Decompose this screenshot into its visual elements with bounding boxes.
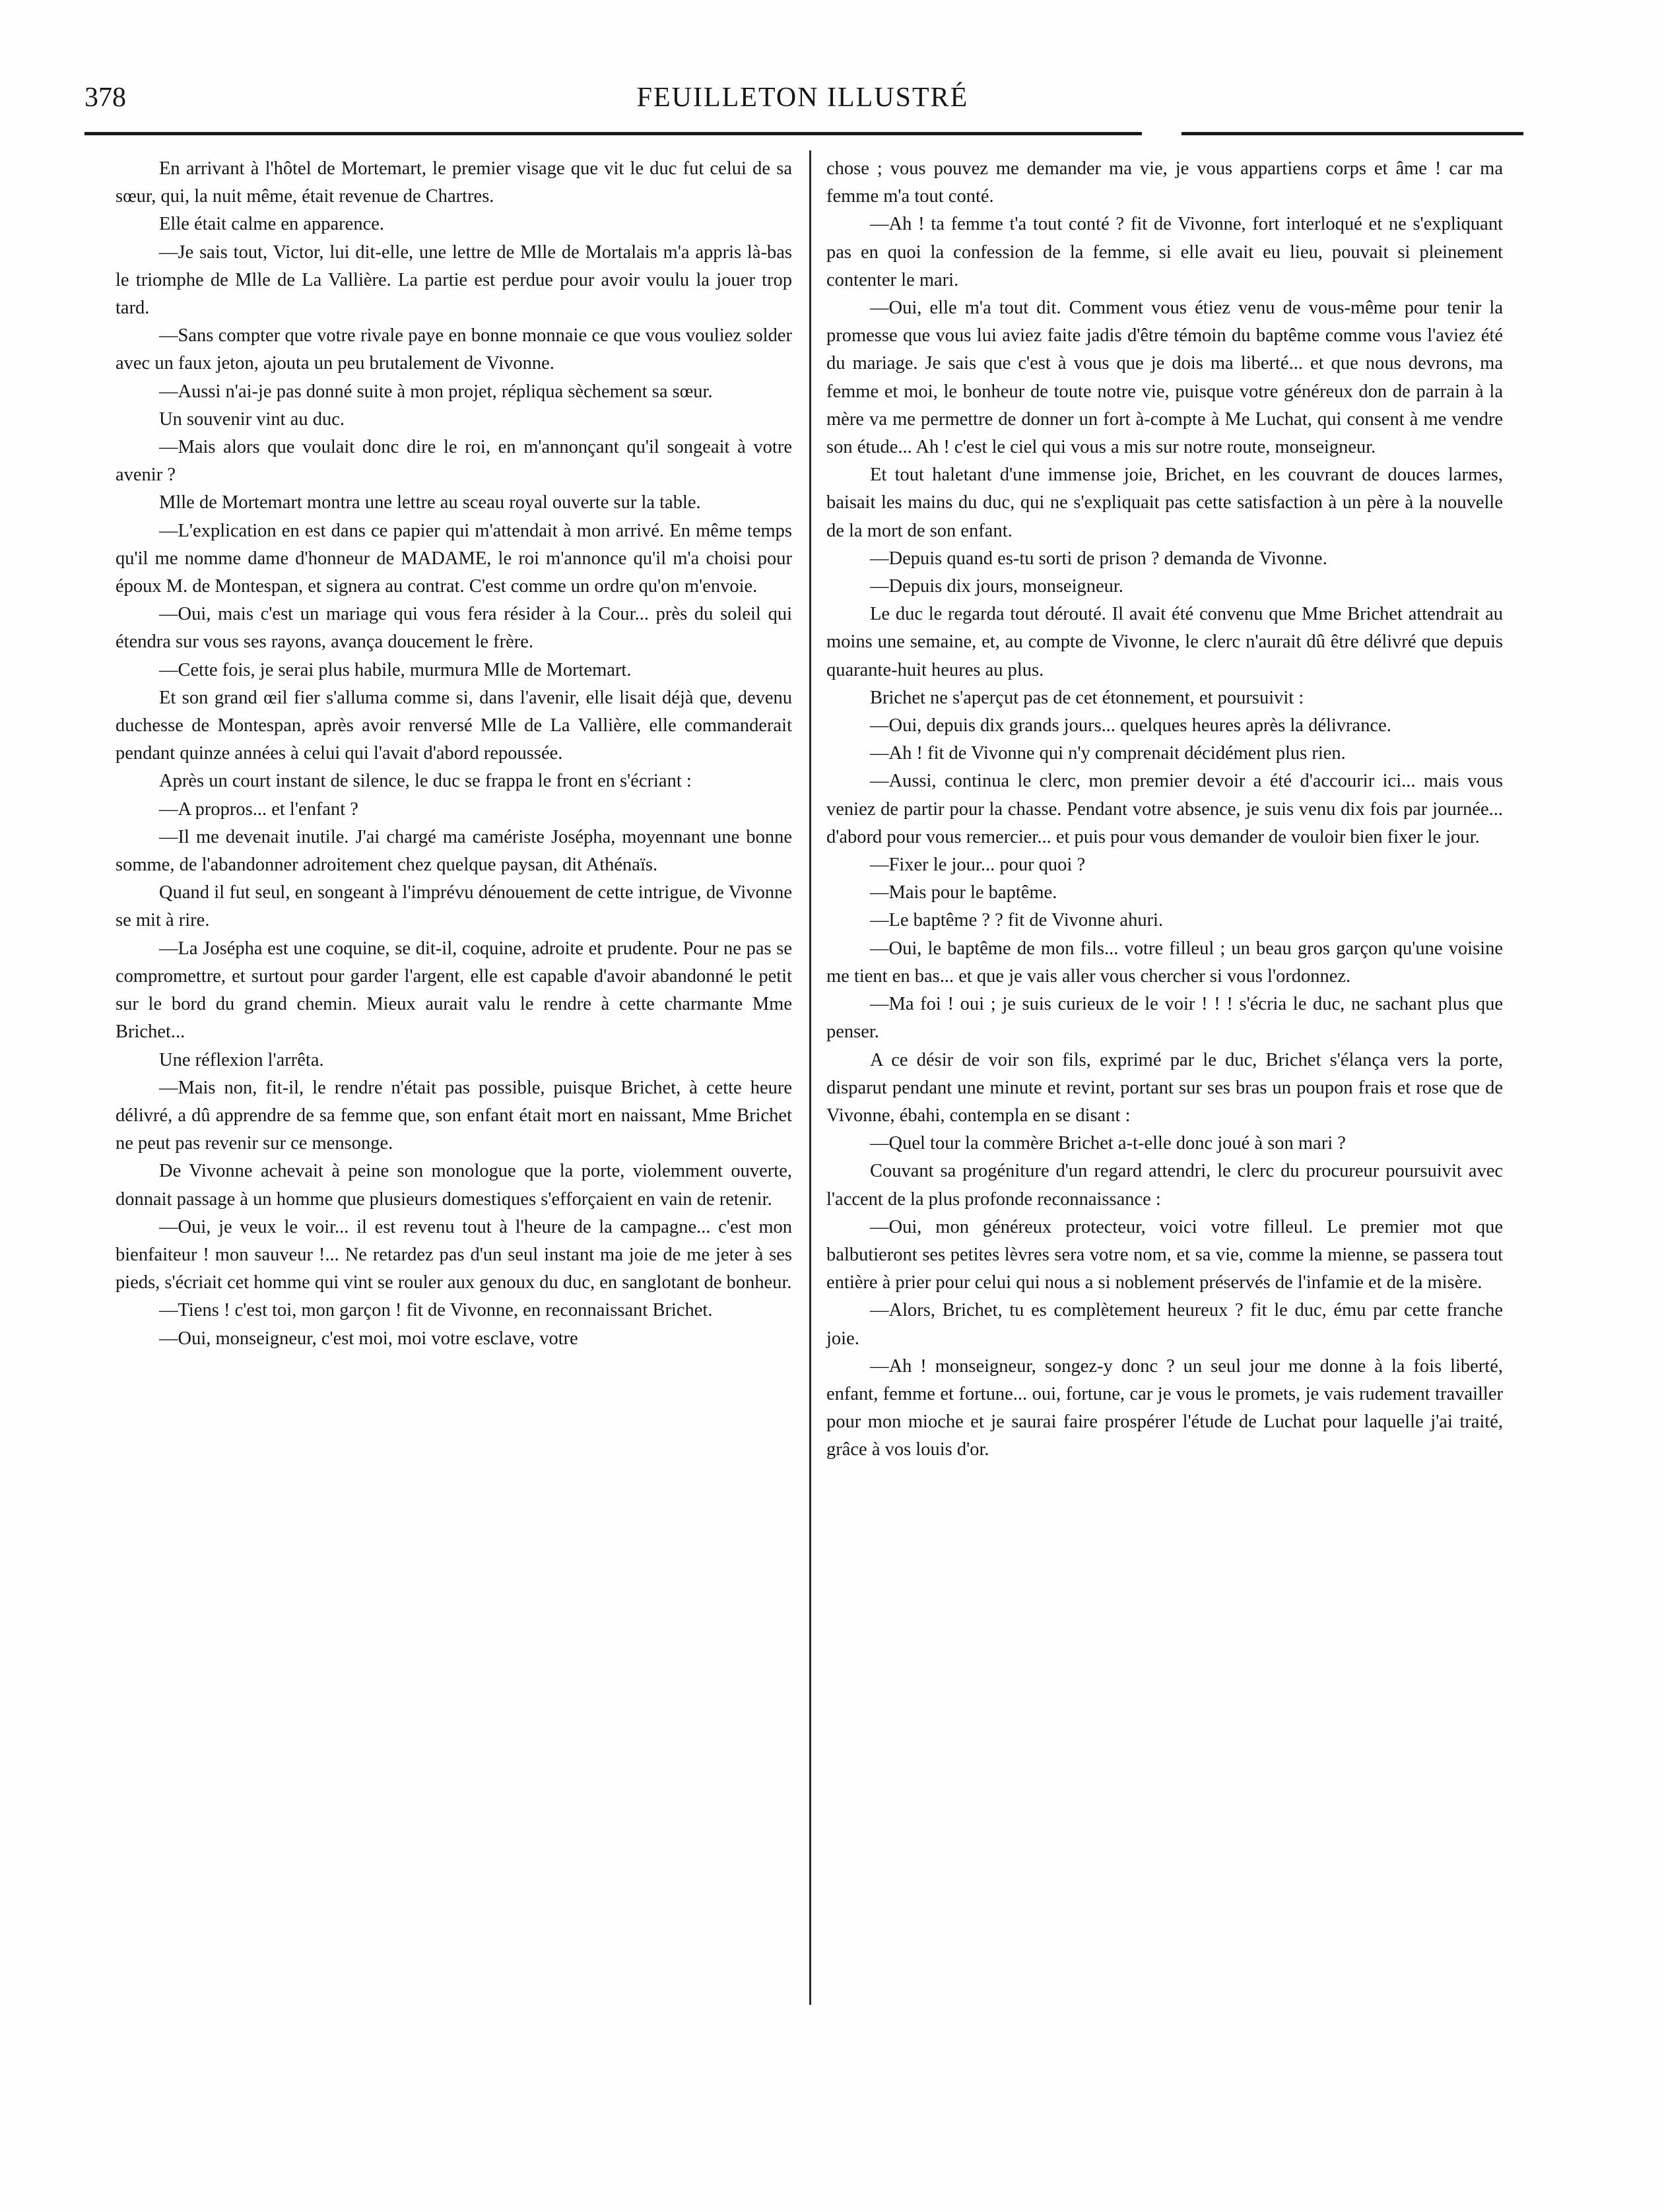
paragraph: —Alors, Brichet, tu es complètement heureux ? fit le duc, ému par cette franche joie. bbox=[826, 1300, 1503, 1349]
paragraph: —Depuis dix jours, monseigneur. bbox=[870, 576, 1123, 597]
paragraph: —Oui, monseigneur, c'est moi, moi votre esclave, votre bbox=[159, 1328, 578, 1349]
paragraph: Elle était calme en apparence. bbox=[159, 214, 384, 235]
paragraph: —Mais pour le baptême. bbox=[870, 882, 1057, 903]
page-header bbox=[84, 78, 1521, 131]
paragraph: Une réflexion l'arrêta. bbox=[159, 1049, 324, 1070]
paragraph: —Il me devenait inutile. J'ai chargé ma caméristе Joséphа, moyennant une bonne somme, de l'abandonner adroitement chez quelque paysan, dit Athénaïs. bbox=[116, 826, 792, 876]
paragraph: —Ma foi ! oui ; je suis curieux de le voir ! ! ! s'écria le duc, ne sachant plus que penser. bbox=[826, 994, 1503, 1043]
paragraph: —Je sais tout, Victor, lui dit-elle, une lettre de Mlle de Mortalais m'a appris là-bas le triomphe de Mlle de La Vallière. La partie est perdue pour avoir voulu la jouer trop tard. bbox=[116, 242, 792, 319]
paragraph: De Vivonne achevait à peine son monologue que la porte, violemment ouverte, donnait passage à un homme que plusieurs domestiques s'efforçaient en vain de retenir. bbox=[116, 1161, 792, 1210]
header-rule-right bbox=[1181, 132, 1523, 135]
running-title: FEUILLETON ILLUSTRÉ bbox=[636, 82, 969, 113]
paragraph: —Oui, mais c'est un mariage qui vous fera résider à la Cour... près du soleil qui étendra sur vous ses rayons, avança doucement le frère. bbox=[116, 604, 792, 653]
column-divider bbox=[809, 150, 811, 2005]
paragraph: Mlle de Mortemart montra une lettre au sceau royal ouverte sur la table. bbox=[159, 492, 701, 513]
paragraph: —Aussi n'ai-je pas donné suite à mon projet, répliqua sèchement sa sœur. bbox=[159, 381, 713, 402]
paragraph: —L'explication en est dans ce papier qui m'attendait à mon arrivé. En même temps qu'il me nomme dame d'honneur de MADAME, le roi m'annonce qu'il m'a choisi pour époux M. de Montespan, et signera au contrat. C'est comme un ordre qu'on m'envoie. bbox=[116, 520, 792, 597]
paragraph: Couvant sa progéniture d'un regard attendri, le clerc du procureur poursuivit avec l'accent de la plus profonde reconnaissance : bbox=[826, 1161, 1503, 1210]
paragraph: —Ah ! monseigneur, songez-y donc ? un seul jour me donne à la fois liberté, enfant, femme et fortune... oui, fortune, car je vous le promets, je vais rudement travailler pour mon mioche et je saurai faire prospérer l'étude de Luchat pour laquelle j'ai traité, grâce à vos louis d'or. bbox=[826, 1355, 1503, 1460]
paragraph: —La Josépha est une coquine, se dit-il, coquine, adroite et prudente. Pour ne pas se compromettre, et surtout pour garder l'argent, elle est capable d'avoir abandonné le petit sur le bord du grand chemin. Mieux aurait valu le rendre à cette charmante Mme Brichet... bbox=[116, 938, 792, 1043]
paragraph: Et son grand œil fier s'alluma comme si, dans l'avenir, elle lisait déjà que, devenu duchesse de Montespan, après avoir renversé Mlle de La Vallière, elle commanderait pendant quinze années à celui qui l'avait d'abord repoussée. bbox=[116, 687, 792, 764]
paragraph: —Ah ! fit de Vivonne qui n'y comprenait décidément plus rien. bbox=[870, 743, 1346, 764]
paragraph: —Fixer le jour... pour quoi ? bbox=[870, 855, 1086, 876]
paragraph: Un souvenir vint au duc. bbox=[159, 408, 345, 430]
paragraph: Quand il fut seul, en songeant à l'imprévu dénouement de cette intrigue, de Vivonne se mit à rire. bbox=[116, 882, 792, 931]
paragraph: —Mais non, fit-il, le rendre n'était pas possible, puisque Brichet, à cette heure délivré, a dû apprendre de sa femme que, son enfant était mort en naissant, Mme Brichet ne peut pas revenir sur ce mensonge. bbox=[116, 1077, 792, 1154]
paragraph: Après un court instant de silence, le duc se frappa le front en s'écriant : bbox=[159, 771, 692, 792]
paragraph: —Sans compter que votre rivale paye en bonne monnaie ce que vous vouliez solder avec un faux jeton, ajouta un peu brutalement de Vivonne. bbox=[116, 325, 792, 374]
paragraph: —Le baptême ? ? fit de Vivonne ahuri. bbox=[870, 910, 1164, 931]
header-rule-left bbox=[84, 132, 1142, 135]
paragraph: —Oui, je veux le voir... il est revenu tout à l'heure de la campagne... c'est mon bienfaiteur ! mon sauveur !... Ne retardez pas d'un seul instant ma joie de me jeter à ses pieds, s'écriait cet homme qui vint se rouler aux genoux du duc, en sanglotant de bonheur. bbox=[116, 1216, 792, 1293]
right-column bbox=[826, 155, 1503, 1464]
paragraph: Brichet ne s'aperçut pas de cet étonnement, et poursuivit : bbox=[870, 687, 1304, 708]
paragraph: —Tiens ! c'est toi, mon garçon ! fit de Vivonne, en reconnaissant Brichet. bbox=[159, 1300, 713, 1321]
paragraph: Le duc le regarda tout dérouté. Il avait été convenu que Mme Brichet attendrait au moins une semaine, et, au compte de Vivonne, le clerc n'aurait dû être délivré que depuis quarante-huit heures au plus. bbox=[826, 604, 1503, 680]
paragraph: —Oui, le baptême de mon fils... votre filleul ; un beau gros garçon qu'une voisine me tient en bas... et que je vais aller vous chercher si vous l'ordonnez. bbox=[826, 938, 1503, 987]
left-column bbox=[116, 155, 792, 1353]
paragraph-continued: chose ; vous pouvez me demander ma vie, je vous appartiens corps et âme ! car ma femme m'a tout conté. bbox=[826, 158, 1503, 207]
paragraph: —Aussi, continua le clerc, mon premier devoir a été d'accourir ici... mais vous veniez de partir pour la chasse. Pendant votre absence, je suis venu dix fois par journée... d'abord pour vous remercier... et puis pour vous demander de vouloir bien fixer le jour. bbox=[826, 771, 1503, 847]
paragraph: —A propros... et l'enfant ? bbox=[159, 798, 358, 820]
paragraph: —Cette fois, je serai plus habile, murmura Mlle de Mortemart. bbox=[159, 659, 632, 680]
paragraph: En arrivant à l'hôtel de Mortemart, le premier visage que vit le duc fut celui de sa sœur, qui, la nuit même, était revenue de Chartres. bbox=[116, 158, 792, 207]
paragraph: —Ah ! ta femme t'a tout conté ? fit de Vivonne, fort interloqué et ne s'expliquant pas en quoi la confession de la femme, si elle avait eu lieu, pouvait si pleinement contenter le mari. bbox=[826, 214, 1503, 290]
paragraph: —Oui, mon généreux protecteur, voici votre filleul. Le premier mot que balbutieront ses petites lèvres sera votre nom, et sa vie, comme la mienne, se passera tout entière à prier pour celui qui nous a si noblement préservés de l'infamie et de la misère. bbox=[826, 1216, 1503, 1293]
page-number: 378 bbox=[84, 82, 126, 113]
paragraph: A ce désir de voir son fils, exprimé par le duc, Brichet s'élança vers la porte, disparut pendant une minute et revint, portant sur ses bras un poupon frais et rose que de Vivonne, ébahi, contempla en se disant : bbox=[826, 1049, 1503, 1126]
paragraph: Et tout haletant d'une immense joie, Brichet, en les couvrant de douces larmes, baisait les mains du duc, qui ne s'expliquait pas cette satisfaction à un père à la nouvelle de la mort de son enfant. bbox=[826, 465, 1503, 541]
paragraph: —Depuis quand es-tu sorti de prison ? demanda de Vivonne. bbox=[870, 548, 1327, 569]
paragraph: —Oui, depuis dix grands jours... quelques heures après la délivrance. bbox=[870, 715, 1391, 736]
paragraph: —Quel tour la commère Brichet a-t-elle donc joué à son mari ? bbox=[870, 1133, 1346, 1154]
paragraph: —Mais alors que voulait donc dire le roi, en m'annonçant qu'il songeait à votre avenir ? bbox=[116, 437, 792, 486]
paragraph: —Oui, elle m'a tout dit. Comment vous étiez venu de vous-même pour tenir la promesse que vous lui aviez faite jadis d'être témoin du baptême comme vous l'aviez été du mariage. Je sais que c'est à vous que je dois ma liberté... et que nous devrons, ma femme et moi, le bonheur de toute notre vie, puisque votre généreux don de parrain à la mère va me permettre de donner un fort à-compte à Me Luchat, qui consent à me vendre son étude... Ah ! c'est le ciel qui vous a mis sur notre route, monseigneur. bbox=[826, 298, 1503, 458]
